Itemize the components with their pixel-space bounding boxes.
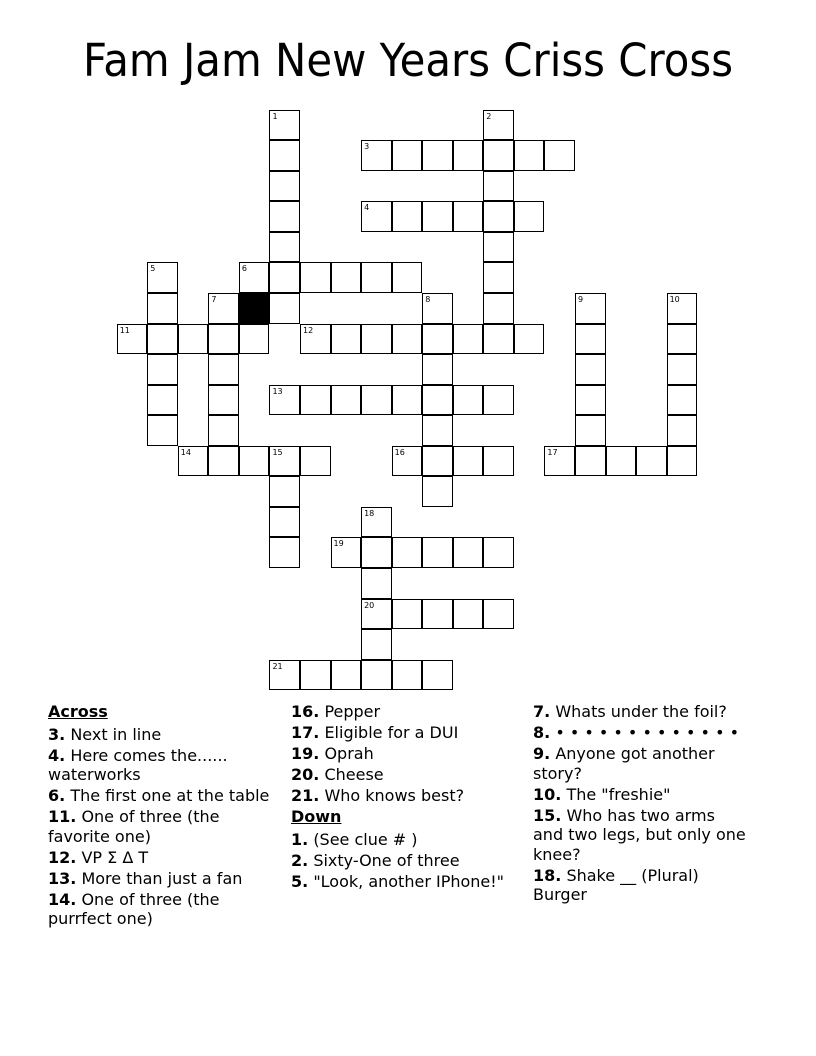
grid-cell[interactable] xyxy=(453,385,484,416)
clue-down-18: 18. Shake __ (Plural) Burger xyxy=(533,865,699,904)
grid-cell[interactable] xyxy=(117,324,148,355)
grid-cell[interactable] xyxy=(269,476,300,507)
grid-cell[interactable] xyxy=(422,385,453,416)
grid-cell[interactable] xyxy=(575,354,606,385)
grid-cell[interactable] xyxy=(178,324,209,355)
clues-column-1 xyxy=(48,702,278,930)
clue-number: 10 xyxy=(669,295,680,304)
grid-cell[interactable] xyxy=(269,537,300,568)
clue-across-11: 11. One of three (the favorite one) xyxy=(48,807,220,846)
grid-cell[interactable] xyxy=(269,140,300,171)
grid-cell[interactable] xyxy=(422,354,453,385)
grid-cell[interactable] xyxy=(483,324,514,355)
grid-cell[interactable] xyxy=(483,599,514,630)
grid-cell[interactable] xyxy=(575,385,606,416)
grid-cell[interactable] xyxy=(392,599,423,630)
grid-cell[interactable] xyxy=(483,293,514,324)
clue-number: 3 xyxy=(364,142,370,152)
grid-cell[interactable] xyxy=(208,324,239,355)
grid-cell[interactable] xyxy=(392,537,423,568)
clue-number: 16 xyxy=(394,447,405,457)
grid-cell[interactable] xyxy=(575,293,606,324)
grid-cell[interactable] xyxy=(422,324,453,355)
grid-cell[interactable] xyxy=(147,293,178,324)
grid-cell[interactable] xyxy=(422,293,453,324)
down-heading: Down xyxy=(291,807,342,826)
clue-across-13: 13. More than just a fan xyxy=(48,868,243,888)
clue-down-10: 10. The "freshie" xyxy=(533,784,671,804)
clue-down-15: 15. Who has two arms and two legs, but only one knee? xyxy=(533,805,746,864)
clue-number: 20 xyxy=(364,600,375,610)
grid-cell[interactable] xyxy=(453,201,484,232)
black-cell xyxy=(239,293,270,324)
grid-cell[interactable] xyxy=(483,201,514,232)
grid-cell[interactable] xyxy=(208,354,239,385)
grid-cell[interactable] xyxy=(361,201,392,232)
grid-cell[interactable] xyxy=(453,140,484,171)
grid-cell[interactable] xyxy=(269,171,300,202)
grid-cell[interactable] xyxy=(667,446,698,477)
grid-cell[interactable] xyxy=(147,354,178,385)
grid-cell[interactable] xyxy=(422,476,453,507)
grid-cell[interactable] xyxy=(392,385,423,416)
clue-down-7: 7. Whats under the foil? xyxy=(533,702,727,721)
grid-cell[interactable] xyxy=(269,660,300,691)
clues-column-3 xyxy=(533,702,748,906)
grid-cell[interactable] xyxy=(483,385,514,416)
clue-down-2: 2. Sixty-One of three xyxy=(291,850,460,870)
clue-across-17: 17. Eligible for a DUI xyxy=(291,723,459,742)
grid-cell[interactable] xyxy=(483,446,514,477)
clue-number: 15 xyxy=(272,447,283,457)
grid-cell[interactable] xyxy=(331,262,362,293)
grid-cell[interactable] xyxy=(575,446,606,477)
grid-cell[interactable] xyxy=(269,201,300,232)
grid-cell[interactable] xyxy=(483,110,514,141)
grid-cell[interactable] xyxy=(269,262,300,293)
clue-number: 5 xyxy=(150,264,156,274)
grid-cell[interactable] xyxy=(361,385,392,416)
grid-cell[interactable] xyxy=(178,446,209,477)
clue-across-16: 16. Pepper xyxy=(291,702,381,721)
grid-cell[interactable] xyxy=(269,507,300,538)
grid-cell[interactable] xyxy=(239,446,270,477)
grid-cell[interactable] xyxy=(147,385,178,416)
grid-cell[interactable] xyxy=(392,262,423,293)
clue-across-6: 6. The first one at the table xyxy=(48,786,270,805)
grid-cell[interactable] xyxy=(331,324,362,355)
grid-cell[interactable] xyxy=(483,537,514,568)
grid-cell[interactable] xyxy=(361,537,392,568)
grid-cell[interactable] xyxy=(208,293,239,324)
grid-cell[interactable] xyxy=(361,629,392,660)
clue-number: 12 xyxy=(303,325,314,335)
grid-cell[interactable] xyxy=(300,660,331,691)
clue-across-19: 19. Oprah xyxy=(291,744,374,763)
grid-cell[interactable] xyxy=(361,660,392,691)
grid-cell[interactable] xyxy=(361,507,392,538)
grid-cell[interactable] xyxy=(361,599,392,630)
grid-cell[interactable] xyxy=(453,446,484,477)
clue-number: 18 xyxy=(364,508,375,518)
clue-down-1: 1. (See clue # ) xyxy=(291,829,418,849)
grid-cell[interactable] xyxy=(331,660,362,691)
clue-down-8: 8. • • • • • • • • • • • • • xyxy=(533,723,740,742)
grid-cell[interactable] xyxy=(422,446,453,477)
grid-cell[interactable] xyxy=(269,446,300,477)
clue-number: 13 xyxy=(272,386,283,396)
clue-number: 9 xyxy=(577,295,584,304)
grid-cell[interactable] xyxy=(239,262,270,293)
clue-number: 21 xyxy=(272,661,283,671)
grid-cell[interactable] xyxy=(514,201,545,232)
grid-cell[interactable] xyxy=(606,446,637,477)
grid-cell[interactable] xyxy=(636,446,667,477)
puzzle-title: Fam Jam New Years Criss Cross xyxy=(83,34,733,87)
clue-number: 7 xyxy=(211,295,217,304)
grid-cell[interactable] xyxy=(667,385,698,416)
grid-cell[interactable] xyxy=(483,232,514,263)
grid-cell[interactable] xyxy=(667,293,698,324)
grid-cell[interactable] xyxy=(392,446,423,477)
grid-cell[interactable] xyxy=(361,324,392,355)
grid-cell[interactable] xyxy=(208,415,239,446)
grid-cell[interactable] xyxy=(667,354,698,385)
grid-cell[interactable] xyxy=(361,568,392,599)
grid-cell[interactable] xyxy=(483,171,514,202)
clues-column-2 xyxy=(291,702,526,893)
grid-cell[interactable] xyxy=(239,324,270,355)
grid-cell[interactable] xyxy=(514,324,545,355)
grid-cell[interactable] xyxy=(422,537,453,568)
clue-number: 4 xyxy=(364,203,370,213)
clue-across-12: 12. VP Σ Δ T xyxy=(48,847,149,867)
clue-number: 8 xyxy=(425,295,431,304)
grid-cell[interactable] xyxy=(392,140,423,171)
clue-across-20: 20. Cheese xyxy=(291,765,384,784)
grid-cell[interactable] xyxy=(147,415,178,446)
clue-number: 6 xyxy=(241,264,247,274)
clue-across-14: 14. One of three (the purrfect one) xyxy=(48,889,220,928)
clue-number: 14 xyxy=(180,447,191,457)
grid-cell[interactable] xyxy=(269,232,300,263)
clue-number: 19 xyxy=(333,539,344,549)
grid-cell[interactable] xyxy=(269,293,300,324)
grid-cell[interactable] xyxy=(331,537,362,568)
grid-cell[interactable] xyxy=(453,599,484,630)
clue-down-5: 5. "Look, another IPhone!" xyxy=(291,871,505,891)
grid-cell[interactable] xyxy=(208,446,239,477)
grid-cell[interactable] xyxy=(269,385,300,416)
grid-cell[interactable] xyxy=(544,446,575,477)
clue-across-3: 3. Next in line xyxy=(48,724,162,744)
grid-cell[interactable] xyxy=(575,415,606,446)
grid-cell[interactable] xyxy=(147,262,178,293)
grid-cell[interactable] xyxy=(422,415,453,446)
grid-cell[interactable] xyxy=(392,201,423,232)
grid-cell[interactable] xyxy=(300,324,331,355)
grid-cell[interactable] xyxy=(422,660,453,691)
grid-cell[interactable] xyxy=(300,262,331,293)
grid-cell[interactable] xyxy=(361,262,392,293)
grid-cell[interactable] xyxy=(667,324,698,355)
grid-cell[interactable] xyxy=(544,140,575,171)
grid-cell[interactable] xyxy=(422,599,453,630)
grid-cell[interactable] xyxy=(453,324,484,355)
clue-number: 2 xyxy=(486,111,492,121)
grid-cell[interactable] xyxy=(208,385,239,416)
grid-cell[interactable] xyxy=(514,140,545,171)
clue-down-9: 9. Anyone got another story? xyxy=(533,744,715,783)
grid-cell[interactable] xyxy=(483,262,514,293)
grid-cell[interactable] xyxy=(422,201,453,232)
clue-number: 11 xyxy=(119,325,130,335)
grid-cell[interactable] xyxy=(667,415,698,446)
grid-cell[interactable] xyxy=(392,660,423,691)
across-heading: Across xyxy=(48,702,108,721)
clue-across-4: 4. Here comes the...... waterworks xyxy=(48,745,228,784)
grid-cell[interactable] xyxy=(575,324,606,355)
grid-cell[interactable] xyxy=(483,140,514,171)
clue-number: 17 xyxy=(547,447,558,457)
grid-cell[interactable] xyxy=(422,140,453,171)
grid-cell[interactable] xyxy=(361,140,392,171)
grid-cell[interactable] xyxy=(300,385,331,416)
grid-cell[interactable] xyxy=(453,537,484,568)
clue-number: 1 xyxy=(272,111,278,121)
grid-cell[interactable] xyxy=(331,385,362,416)
grid-cell[interactable] xyxy=(147,324,178,355)
grid-cell[interactable] xyxy=(300,446,331,477)
grid-cell[interactable] xyxy=(392,324,423,355)
grid-cell[interactable] xyxy=(269,110,300,141)
clue-across-21: 21. Who knows best? xyxy=(291,786,465,805)
